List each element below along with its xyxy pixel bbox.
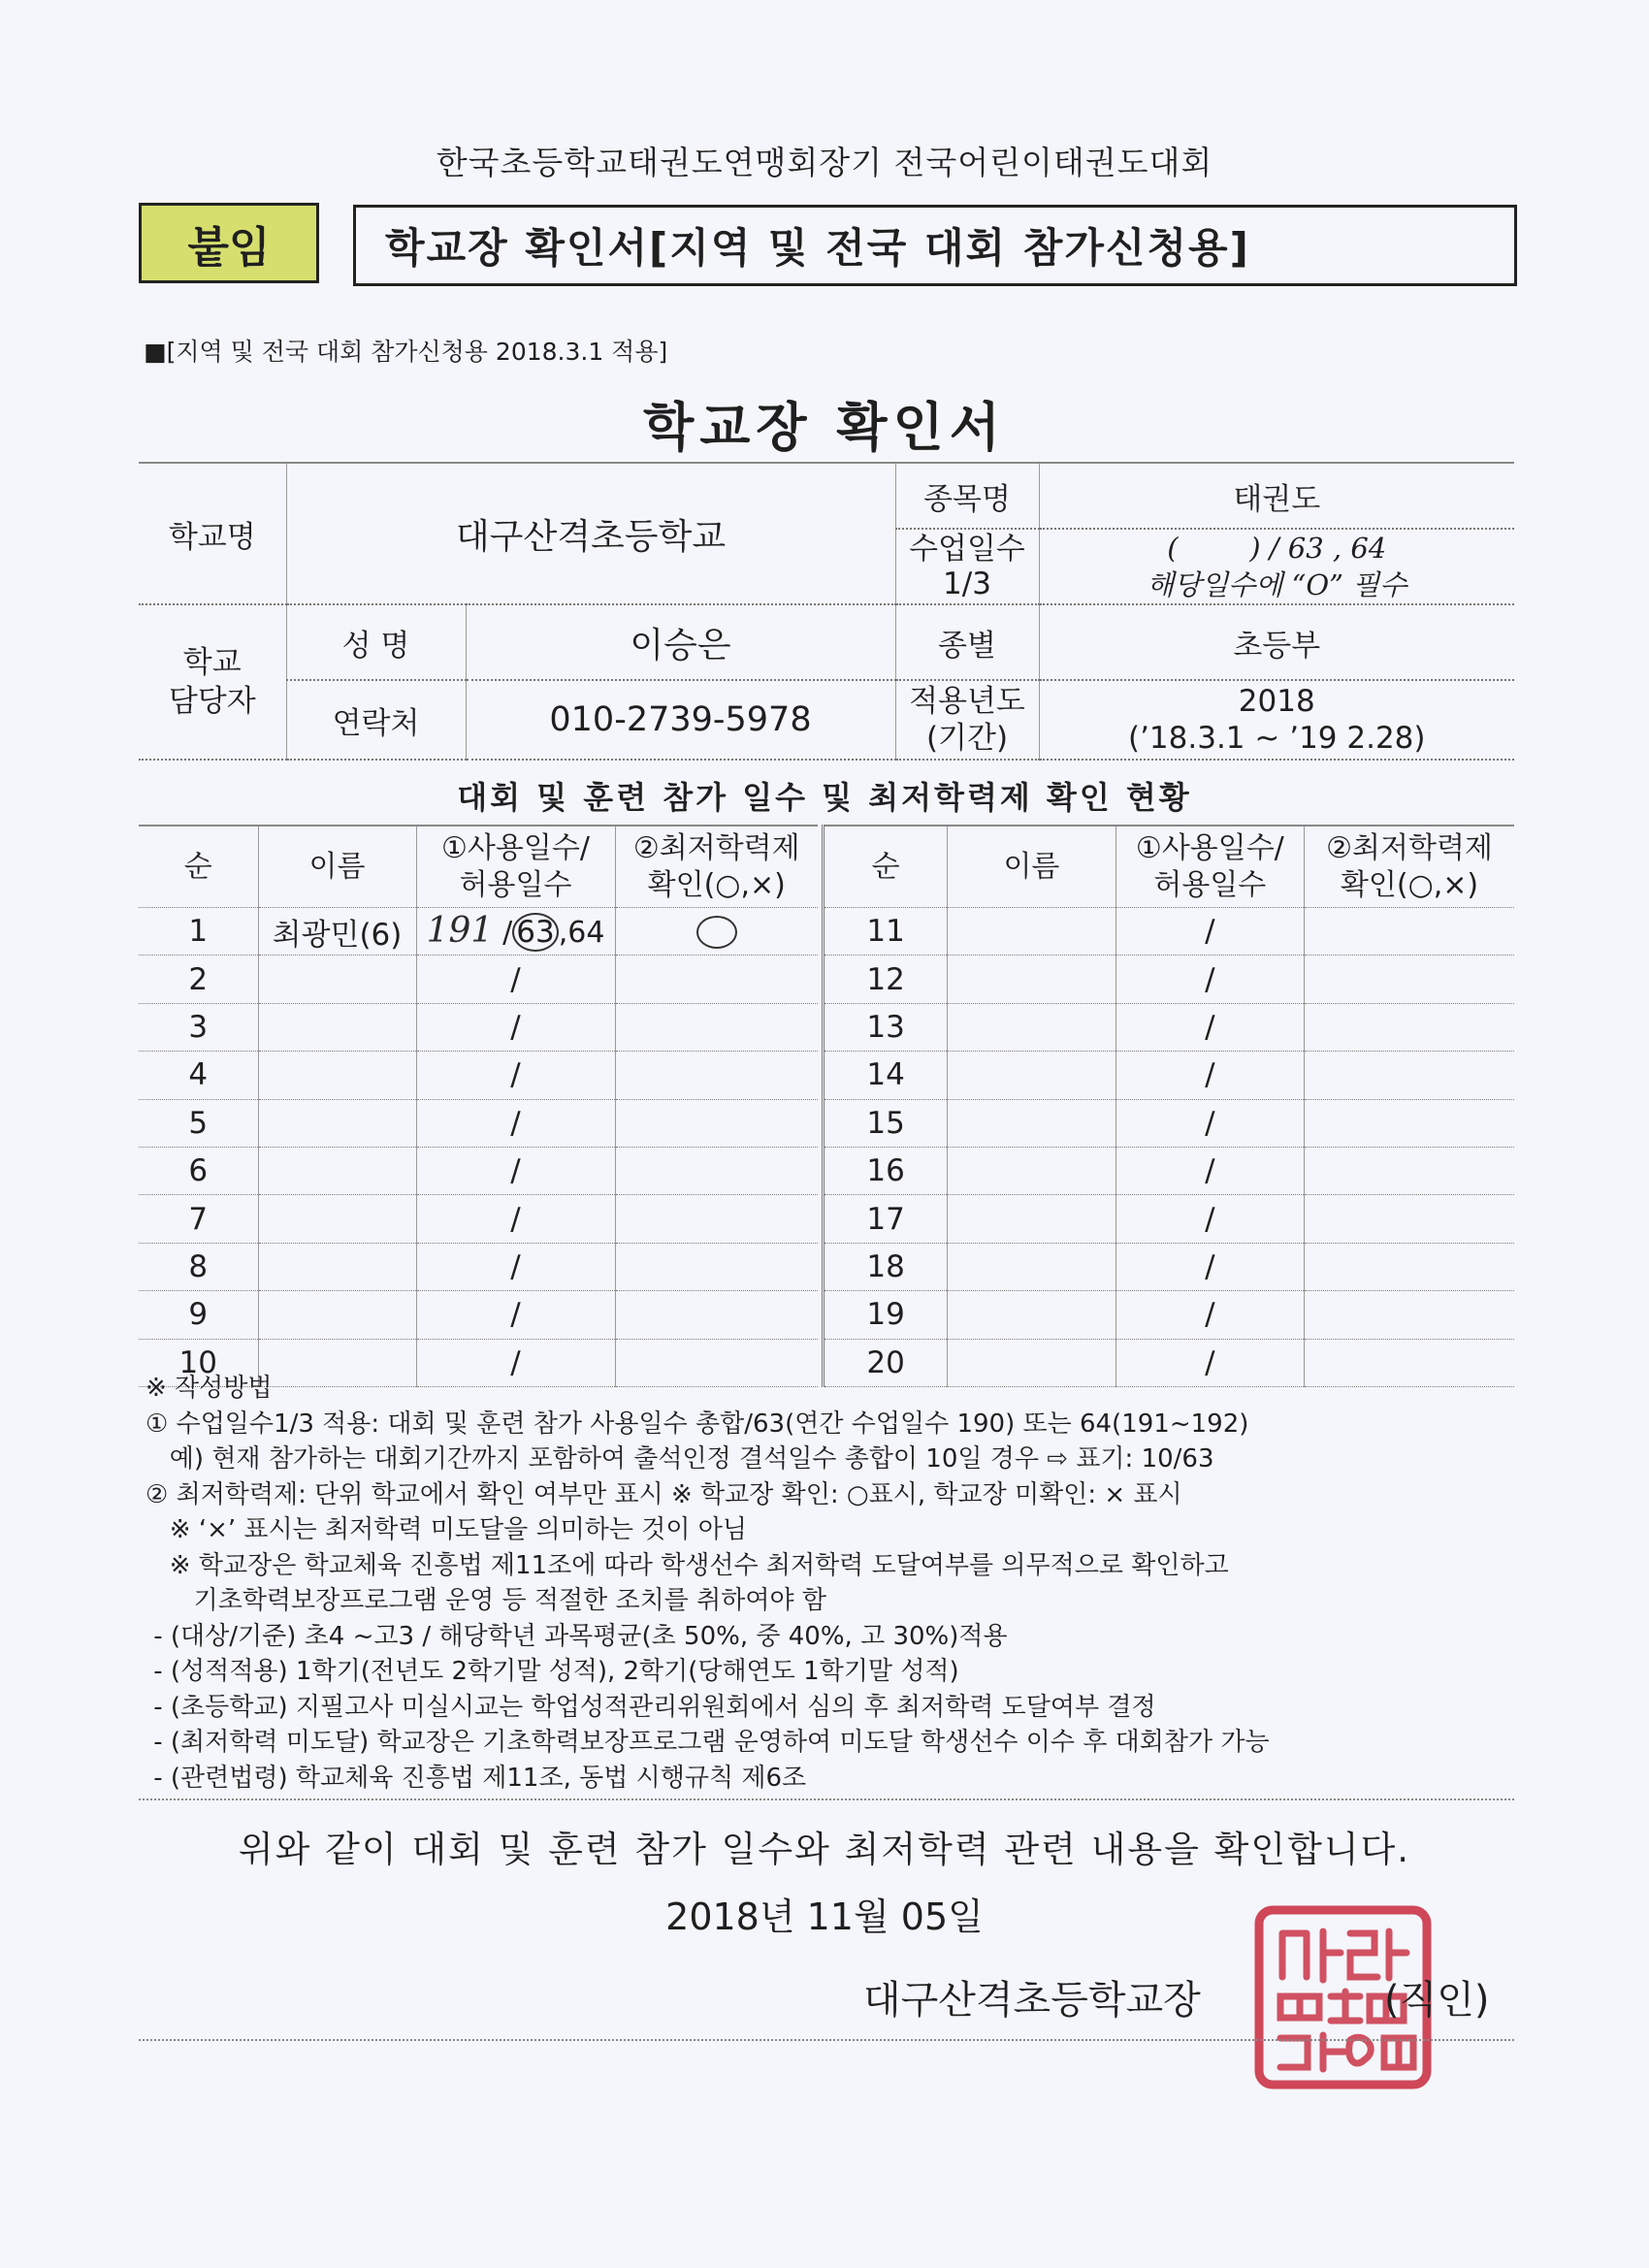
confirm-cell — [615, 1291, 818, 1339]
table-row — [139, 1003, 818, 1051]
confirm-cell — [615, 1147, 818, 1194]
phone-value: 010-2739-5978 — [466, 680, 895, 760]
row-number: 8 — [139, 1243, 258, 1290]
confirm-cell — [1305, 1195, 1514, 1243]
days-cell: / — [416, 1243, 615, 1290]
confirm-cell — [1305, 908, 1514, 956]
participants-table-left — [139, 825, 818, 1387]
division-label: 종별 — [895, 604, 1039, 680]
col-confirm-header: ②최저학력제 — [632, 830, 800, 865]
days-cell: 191 / 63 ,64 — [416, 908, 615, 956]
confirm-cell — [615, 1003, 818, 1051]
seal-label: (직인) — [1384, 1978, 1490, 2023]
days-cell: / — [416, 1147, 615, 1194]
table-row — [824, 1099, 1515, 1147]
days-cell: / — [416, 1052, 615, 1099]
days-cell: / — [1116, 908, 1304, 956]
row-number: 17 — [824, 1195, 948, 1243]
col-days-header-2: 허용일수 — [459, 867, 572, 902]
participant-name — [948, 1003, 1116, 1051]
confirm-cell — [1305, 1052, 1514, 1099]
section-title: 대회 및 훈련 참가 일수 및 최저학력제 확인 현황 — [457, 779, 1192, 816]
contact-person-label: 학교 — [182, 645, 242, 680]
days-cell: / — [1116, 1099, 1304, 1147]
classdays-value: ( ) / 63 , 64 — [1167, 532, 1387, 565]
days-cell: / — [1116, 1339, 1304, 1386]
col-confirm-header-2: 확인(○,×) — [647, 867, 786, 902]
classdays-instruction: 해당일수에 “O” 필수 — [1147, 568, 1407, 601]
table-row — [139, 1099, 818, 1147]
instruction-line: ※ ‘×’ 표시는 최저학력 미도달을 의미하는 것이 아님 — [146, 1515, 747, 1544]
attachment-title: 학교장 확인서[지역 및 전국 대회 참가신청용] — [353, 205, 1517, 286]
table-row — [139, 1195, 818, 1243]
year-label-period: (기간) — [925, 721, 1009, 756]
attachment-tag: 붙임 — [139, 203, 319, 283]
table-row — [824, 1003, 1515, 1051]
row-number: 14 — [824, 1052, 948, 1099]
table-row — [139, 908, 818, 956]
row-number: 1 — [139, 908, 258, 956]
days-cell: / — [1116, 956, 1304, 1003]
confirm-cell — [1305, 1243, 1514, 1290]
confirm-cell — [615, 1243, 818, 1290]
participant-name — [948, 1243, 1116, 1290]
confirm-cell — [615, 1052, 818, 1099]
participant-name — [948, 1099, 1116, 1147]
school-name: 대구산격초등학교 — [286, 463, 895, 604]
days-cell: / — [416, 1003, 615, 1051]
participant-name — [258, 956, 416, 1003]
divider — [139, 1798, 1514, 1800]
days-cell: / — [416, 1339, 615, 1386]
days-used-handwritten: 191 — [426, 911, 494, 952]
year-value: 2018 — [1238, 684, 1315, 719]
school-label: 학교명 — [139, 463, 286, 604]
participant-name — [258, 1291, 416, 1339]
classdays-fraction: 1/3 — [943, 567, 991, 601]
row-number: 20 — [824, 1339, 948, 1386]
table-row — [824, 956, 1515, 1003]
phone-label: 연락처 — [286, 680, 466, 760]
table-row — [139, 956, 818, 1003]
row-number: 19 — [824, 1291, 948, 1339]
circle-mark-icon — [696, 916, 737, 949]
row-number: 4 — [139, 1052, 258, 1099]
circled-allowed-days: 63 — [512, 913, 558, 952]
col-confirm-header: ②최저학력제 — [1326, 830, 1493, 865]
participant-name — [948, 956, 1116, 1003]
table-row — [824, 908, 1515, 956]
table-row — [139, 1243, 818, 1290]
table-row — [824, 1291, 1515, 1339]
confirm-cell — [615, 908, 818, 956]
row-number: 10 — [139, 1339, 258, 1386]
col-days-header: ①사용일수/ — [441, 830, 590, 865]
confirm-cell — [1305, 1291, 1514, 1339]
name-label: 성 명 — [286, 604, 466, 680]
col-no-header: 순 — [139, 826, 258, 908]
document-date: 2018년 11월 05일 — [665, 1895, 984, 1938]
days-cell: / — [1116, 1195, 1304, 1243]
col-days-header-2: 허용일수 — [1153, 867, 1267, 902]
year-label: 적용년도 — [909, 684, 1025, 719]
confirm-cell — [1305, 1003, 1514, 1051]
year-period: (’18.3.1 ~ ’19 2.28) — [1127, 721, 1426, 756]
instruction-line: - (관련법령) 학교체육 진흥법 제11조, 동법 시행규칙 제6조 — [146, 1763, 807, 1793]
days-cell: / — [1116, 1147, 1304, 1194]
participant-name — [258, 1003, 416, 1051]
participant-name — [258, 1052, 416, 1099]
row-number: 5 — [139, 1099, 258, 1147]
row-number: 2 — [139, 956, 258, 1003]
instruction-line: ※ 작성방법 — [146, 1374, 273, 1403]
instruction-line: 예) 현재 참가하는 대회기간까지 포함하여 출석인정 결석일수 총합이 10일 경우 ⇨ 표기: 10/63 — [146, 1444, 1214, 1474]
confirmation-statement: 위와 같이 대회 및 훈련 참가 일수와 최저학력 관련 내용을 확인합니다. — [238, 1829, 1411, 1870]
table-row — [824, 1147, 1515, 1194]
row-number: 18 — [824, 1243, 948, 1290]
table-row — [139, 1052, 818, 1099]
participant-name — [258, 1147, 416, 1194]
confirm-cell — [615, 1195, 818, 1243]
days-cell: / — [416, 1195, 615, 1243]
row-number: 6 — [139, 1147, 258, 1194]
row-number: 15 — [824, 1099, 948, 1147]
instruction-line: - (대상/기준) 초4 ~고3 / 해당학년 과목평균(초 50%, 중 40%, 고 30%)적용 — [146, 1621, 1008, 1651]
bottom-divider — [139, 2039, 1514, 2041]
row-number: 7 — [139, 1195, 258, 1243]
table-row — [824, 1195, 1515, 1243]
col-confirm-header-2: 확인(○,×) — [1340, 867, 1479, 902]
instruction-line: ② 최저학력제: 단위 학교에서 확인 여부만 표시 ※ 학교장 확인: ○표시, 학교장 미확인: × 표시 — [146, 1479, 1182, 1509]
principal-name: 대구산격초등학교장 — [863, 1978, 1201, 2023]
division-value: 초등부 — [1039, 604, 1514, 680]
days-cell: / — [416, 1099, 615, 1147]
days-cell: / — [1116, 1243, 1304, 1290]
instruction-line: 기초학력보장프로그램 운영 등 적절한 조치를 취하여야 함 — [146, 1586, 826, 1615]
table-row — [824, 1243, 1515, 1290]
participants-table-right — [822, 825, 1514, 1387]
col-name-header: 이름 — [258, 826, 416, 908]
instruction-line: - (최저학력 미도달) 학교장은 기초학력보장프로그램 운영하여 미도달 학생선수 이수 후 대회참가 가능 — [146, 1728, 1270, 1757]
document-title: 학교장 확인서 — [643, 397, 1006, 458]
participant-name — [948, 1147, 1116, 1194]
days-cell: / — [416, 956, 615, 1003]
classdays-label: 수업일수 — [909, 532, 1025, 567]
table-row — [139, 1147, 818, 1194]
row-number: 16 — [824, 1147, 948, 1194]
days-cell: / — [416, 1291, 615, 1339]
confirm-cell — [1305, 1147, 1514, 1194]
row-number: 12 — [824, 956, 948, 1003]
instruction-line: ※ 학교장은 학교체육 진흥법 제11조에 따라 학생선수 최저학력 도달여부를 의무적으로 확인하고 — [146, 1550, 1229, 1580]
days-cell: / — [1116, 1052, 1304, 1099]
confirm-cell — [615, 1099, 818, 1147]
confirm-cell — [1305, 956, 1514, 1003]
participant-name — [258, 1099, 416, 1147]
instruction-line: - (성적적용) 1학기(전년도 2학기말 성적), 2학기(당해연도 1학기말 성적) — [146, 1657, 959, 1686]
confirm-cell — [1305, 1099, 1514, 1147]
instruction-line: ① 수업일수1/3 적용: 대회 및 훈련 참가 사용일수 총합/63(연간 수업일수 190) 또는 64(191~192) — [146, 1409, 1249, 1439]
col-days-header: ①사용일수/ — [1135, 830, 1284, 865]
participant-name: 최광민(6) — [258, 908, 416, 956]
confirm-cell — [615, 956, 818, 1003]
instruction-line: - (초등학교) 지필고사 미실시교는 학업성적관리위원회에서 심의 후 최저학력 도달여부 결정 — [146, 1692, 1156, 1722]
event-label: 종목명 — [895, 463, 1039, 529]
contact-name: 이승은 — [466, 604, 895, 680]
days-cell: / — [1116, 1003, 1304, 1051]
competition-header: 한국초등학교태권도연맹회장기 전국어린이태권도대회 — [436, 144, 1213, 181]
days-cell: / — [1116, 1291, 1304, 1339]
col-name-header: 이름 — [948, 826, 1116, 908]
row-number: 13 — [824, 1003, 948, 1051]
participant-name — [258, 1195, 416, 1243]
participant-name — [948, 908, 1116, 956]
applicability-note: ■[지역 및 전국 대회 참가신청용 2018.3.1 적용] — [144, 338, 668, 366]
event-value: 태권도 — [1039, 463, 1514, 529]
participant-name — [948, 1291, 1116, 1339]
instructions — [146, 1371, 1523, 1796]
row-number: 3 — [139, 1003, 258, 1051]
row-number: 11 — [824, 908, 948, 956]
participant-name — [948, 1052, 1116, 1099]
row-number: 9 — [139, 1291, 258, 1339]
table-row — [824, 1052, 1515, 1099]
participant-name — [258, 1243, 416, 1290]
school-info-table — [139, 462, 1514, 761]
participant-name — [948, 1195, 1116, 1243]
table-row — [139, 1291, 818, 1339]
col-no-header: 순 — [824, 826, 948, 908]
contact-person-label-2: 담당자 — [168, 684, 256, 719]
